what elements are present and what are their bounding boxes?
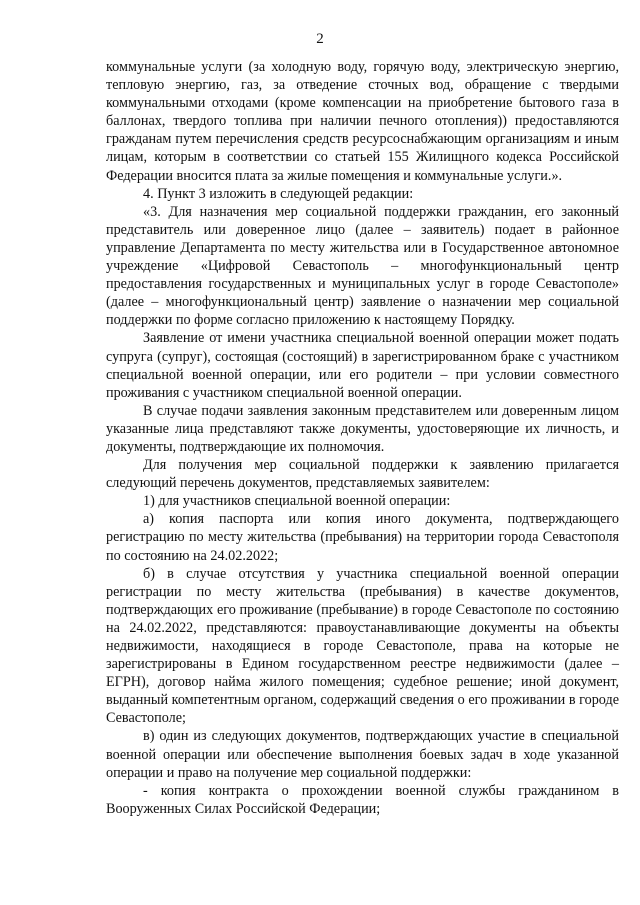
paragraph-representative: В случае подачи заявления законным представителем или доверенным лицом указанные лица представляют также документы, удостоверяющие их личность, и документы, подтверждающие их полномочия. xyxy=(106,402,619,455)
document-body xyxy=(106,58,619,818)
paragraph-item-4: 4. Пункт 3 изложить в следующей редакции: xyxy=(143,185,414,202)
paragraph-documents-list-intro: Для получения мер социальной поддержки к заявлению прилагается следующий перечень документов, представляемых заявителем: xyxy=(106,457,619,492)
paragraph-utilities-continuation: коммунальные услуги (за холодную воду, горячую воду, электрическую энергию, тепловую энергию, газ, за отведение сточных вод, обращение с твердыми коммунальными отходами (кроме компенсации на приобретение бытового газа в баллонах, твердого топлива при наличии печного отопления)) предоставляются гражданам путем перечисления средств ресурсоснабжающим организациям и иным лицам, которым в соответствии со статьей 155 Жилищного кодекса Российской Федерации вносится плата за жилые помещения и коммунальные услуги.». xyxy=(106,59,619,184)
paragraph-subitem-b: б) в случае отсутствия у участника специальной военной операции регистрации по месту жительства (пребывания) в качестве документов, подтверждающих его проживание (пребывание) в городе Севастополе по состоянию на 24.02.2022, представляются: правоустанавливающие документы на объекты недвижимости, находящиеся в городе Севастополе, права на которые не зарегистрированы в Едином государственном реестре недвижимости (далее – ЕГРН), договор найма жилого помещения; судебное решение; иной документ, выданный компетентным органом, содержащий сведения о его проживании в городе Севастополе; xyxy=(106,565,619,727)
paragraph-subitem-a: а) копия паспорта или копия иного документа, подтверждающего регистрацию по месту жительства (пребывания) на территории города Севастополя по состоянию на 24.02.2022; xyxy=(106,511,619,564)
paragraph-list-item-1: 1) для участников специальной военной операции: xyxy=(143,493,451,510)
paragraph-point-3: «3. Для назначения мер социальной поддержки гражданин, его законный представитель или доверенное лицо (далее – заявитель) подает в районное управление Департамента по месту жительства или в Государственное автономное учреждение «Цифровой Севастополь – многофункциональный центр предоставления государственных и муниципальных услуг в городе Севастополе» (далее – многофункциональный центр) заявление о назначении мер социальной поддержки по форме согласно приложению к настоящему Порядку. xyxy=(106,203,619,329)
paragraph-contract-copy: - копия контракта о прохождении военной службы гражданином в Вооруженных Силах Российской Федерации; xyxy=(106,782,619,817)
paragraph-spouse-application: Заявление от имени участника специальной военной операции может подать супруга (супруг), состоящая (состоящий) в зарегистрированном браке с участником специальной военной операции, или его родители – при условии совместного проживания с участником специальной военной операции. xyxy=(106,330,619,401)
page-number: 2 xyxy=(316,31,324,47)
paragraph-subitem-v: в) один из следующих документов, подтверждающих участие в специальной военной операции или обеспечение выполнения боевых задач в ходе указанной операции и право на получение мер социальной поддержки: xyxy=(106,728,619,781)
